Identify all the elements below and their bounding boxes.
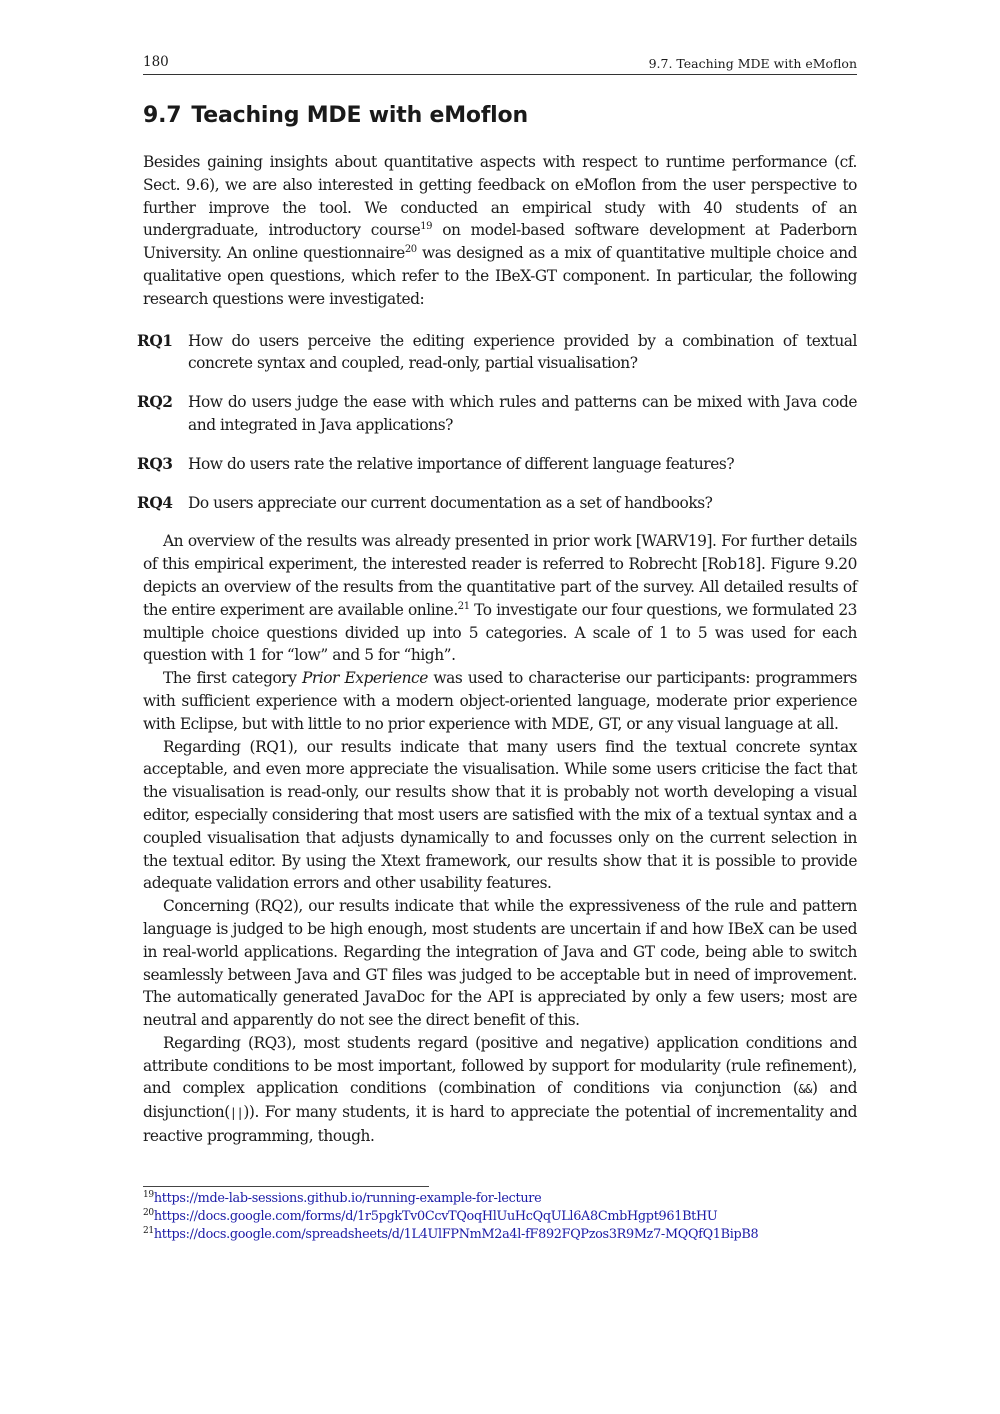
emphasis: Prior Experience [301, 669, 428, 688]
rq-text: Do users appreciate our current documentation as a set of handbooks? [188, 493, 713, 512]
text-run: on model-based software development at Paderborn University. An online questionnaire [143, 221, 857, 263]
text-run: To investigate our four questions, we formulated 23 multiple choice questions divided up into 5 categories. A scale of 1 to 5 was used for each question with 1 for “low” and 5 for “high”. [143, 600, 858, 665]
rq-text: How do users rate the relative importance of different language features? [188, 454, 735, 473]
research-question [137, 391, 857, 437]
section-heading [143, 103, 528, 128]
text-run: The first category [163, 669, 302, 688]
text-run: was used to characterise our participants: programmers with sufficient experience with a modern object-oriented language, moderate prior experience with Eclipse, but with little to no prior experience with MDE, GT, or any visual language at all. [143, 669, 858, 733]
text-run: ) and disjunction( [143, 1079, 857, 1122]
rq-label: RQ3 [137, 454, 173, 473]
footnote-ref-21[interactable]: 21 [457, 600, 470, 612]
footnote-link[interactable]: https://docs.google.com/forms/d/1r5pgkTv0CcvTQoqHlUuHcQqULl6A8CmbHgpt961BtHU [153, 1209, 718, 1224]
rq-label: RQ4 [137, 493, 173, 512]
footnote-ref-19[interactable]: 19 [420, 221, 433, 233]
footnote-divider [143, 1186, 429, 1187]
text-run: was designed as a mix of quantitative multiple choice and qualitative open questions, which refer to the IBeX-GT component. In particular, the following research questions were investigated: [143, 244, 857, 308]
rq-text: How do users perceive the editing experience provided by a combination of textual concrete syntax and coupled, read-only, partial visualisation? [188, 331, 857, 373]
footnote [143, 1226, 857, 1244]
rq1-paragraph: Regarding (RQ1), our results indicate that many users find the textual concrete syntax acceptable, and even more appreciate the visualisation. While some users criticise the fact that the visualisation is read-only, our results show that it is probably not worth developing a visual editor, especially considering that most users are satisfied with the mix of a textual syntax and a coupled visualisation that adjusts dynamically to and focusses only on the current selection in the textual editor. By using the Xtext framework, our results show that it is possible to provide adequate validation errors and other usability features. [143, 737, 857, 893]
research-question [137, 492, 857, 515]
code-or-operator: || [229, 1106, 244, 1121]
research-question [137, 453, 857, 476]
rq-label: RQ1 [137, 331, 173, 350]
footnote [143, 1208, 857, 1226]
body-text [137, 151, 858, 1148]
running-title: 9.7. Teaching MDE with eMoflon [648, 56, 857, 71]
text-run: Besides gaining insights about quantitative aspects with respect to runtime performance (cf. Sect. 9.6), we are also interested in getting feedback on eMoflon from the user perspective to further improve the tool. We conducted an empirical study with 40 students of an undergraduate, introductory course [143, 153, 857, 240]
footnote-link[interactable]: https://docs.google.com/spreadsheets/d/1L4UlFPNmM2a4l-fF892FQPzos3R9Mz7-MQQfQ1BipB8 [153, 1227, 759, 1242]
rq-label: RQ2 [137, 393, 173, 412]
footnote-ref-20[interactable]: 20 [404, 244, 417, 256]
page-number: 180 [143, 54, 169, 70]
footnote-number: 19 [143, 1190, 154, 1200]
text-run: )). For many students, it is hard to appreciate the potential of incrementality and reactive programming, though. [143, 1103, 857, 1146]
footnote [143, 1190, 857, 1208]
running-header [143, 54, 857, 75]
text-run: Regarding (RQ3), most students regard (positive and negative) application conditions and attribute conditions to be most important, followed by support for modularity (rule refinement), and complex application conditions (combination of conditions via conjunction ( [143, 1033, 857, 1098]
prior-experience-paragraph [143, 667, 857, 735]
rq3-paragraph [143, 1032, 857, 1148]
text-run: An overview of the results was already presented in prior work [WARV19]. For further details of this empirical experiment, the interested reader is referred to Robrecht [Rob18]. Figure 9.20 depicts an overview of the results from the quantitative part of the survey. All detailed results of the entire experiment are available online. [143, 532, 857, 619]
footnote-number: 20 [143, 1208, 154, 1218]
research-question-list [137, 330, 857, 515]
overview-paragraph [143, 530, 857, 667]
research-question [137, 330, 857, 376]
footnotes [143, 1190, 857, 1244]
rq2-paragraph: Concerning (RQ2), our results indicate that while the expressiveness of the rule and pattern language is judged to be high enough, most students are uncertain if and how IBeX can be used in real-world applications. Regarding the integration of Java and GT code, being able to switch seamlessly between Java and GT files was judged to be acceptable but in need of improvement. The automatically generated JavaDoc for the API is appreciated by only a few users; most are neutral and apparently do not see the direct benefit of this. [143, 897, 857, 1030]
rq-text: How do users judge the ease with which rules and patterns can be mixed with Java code and integrated in Java applications? [188, 393, 857, 434]
code-and-operator: && [798, 1082, 812, 1097]
section-title: Teaching MDE with eMoflon [191, 103, 528, 128]
footnote-link[interactable]: https://mde-lab-sessions.github.io/running-example-for-lecture [153, 1191, 542, 1206]
section-number: 9.7 [143, 103, 182, 128]
footnote-number: 21 [143, 1226, 154, 1236]
intro-paragraph [143, 151, 857, 311]
